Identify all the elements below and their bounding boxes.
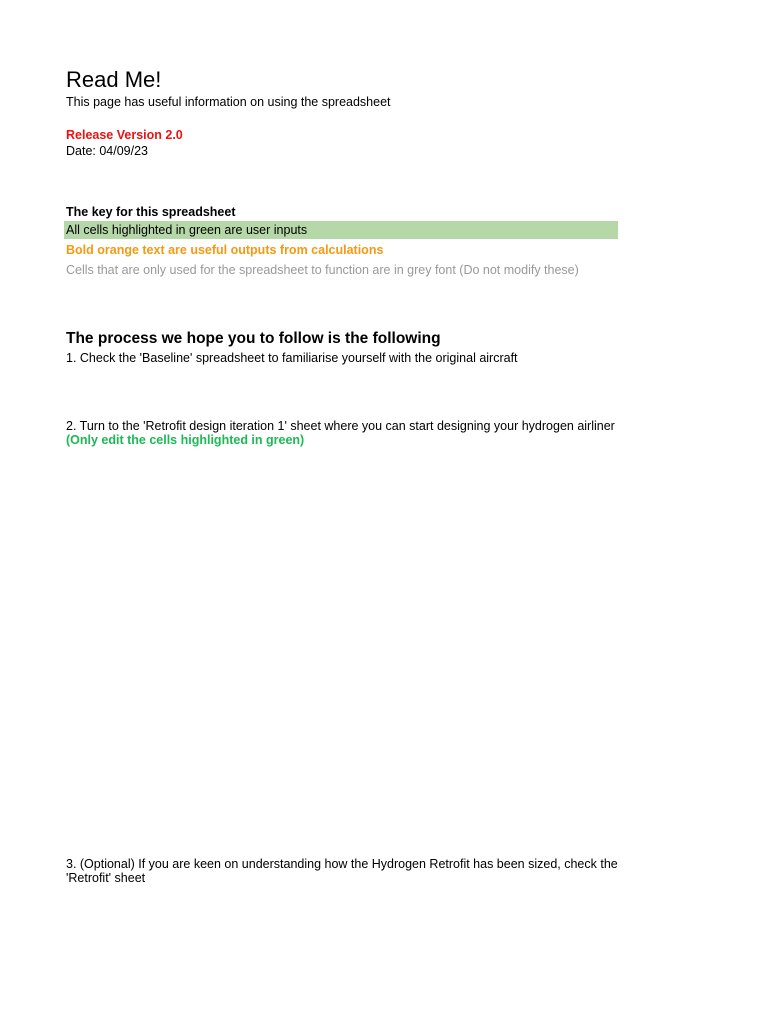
process-heading: The process we hope you to follow is the following (66, 330, 441, 347)
process-step-3: 3. (Optional) If you are keen on understanding how the Hydrogen Retrofit has been sized, check the 'Retrofit' sheet (66, 857, 618, 885)
process-step-2-note: (Only edit the cells highlighted in green) (66, 433, 305, 447)
key-heading: The key for this spreadsheet (66, 205, 236, 219)
key-grey-helper-text: Cells that are only used for the spreadsheet to function are in grey font (Do not modify these) (66, 263, 579, 277)
process-step-2-text: 2. Turn to the 'Retrofit design iteration 1' sheet where you can start designing your hydrogen airliner (66, 419, 615, 433)
process-step-1: 1. Check the 'Baseline' spreadsheet to familiarise yourself with the original aircraft (66, 351, 518, 365)
page-title: Read Me! (66, 67, 162, 92)
key-orange-output-text: Bold orange text are useful outputs from calculations (66, 243, 384, 257)
release-date: Date: 04/09/23 (66, 144, 149, 158)
process-step-2 (66, 419, 622, 447)
release-version: Release Version 2.0 (66, 128, 183, 142)
page-subtitle: This page has useful information on using the spreadsheet (66, 95, 391, 109)
key-green-input-cell[interactable]: All cells highlighted in green are user inputs (64, 221, 618, 239)
